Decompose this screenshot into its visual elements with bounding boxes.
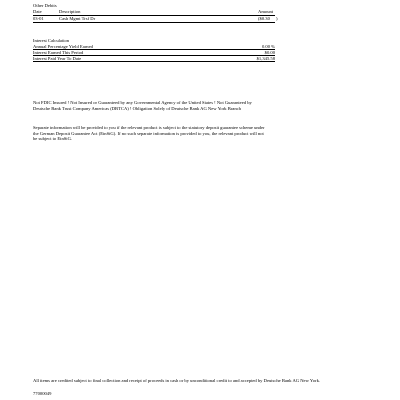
interest-earned-value: $0.00 bbox=[264, 49, 275, 55]
apy-value: 0.00 % bbox=[261, 43, 275, 49]
collection-footnote: All items are credited subject to final collection and receipt of proceeds in cash or by unconditional credit to and accepted by Deutsche Bank AG New York. bbox=[33, 378, 321, 383]
document-code: 77000049 bbox=[33, 391, 52, 396]
apy-label: Annual Percentage Yield Earned bbox=[33, 43, 93, 49]
debit-amount: ($0.30 bbox=[258, 15, 270, 21]
interest-title: Interest Calculation bbox=[33, 38, 70, 43]
row-divider bbox=[33, 22, 275, 23]
other-debits-title: Other Debits bbox=[33, 3, 57, 8]
deposit-guarantee-notice: Separate information will be provided to you if the relevant product is subject to the statutory deposit guarantee scheme under the German Deposit Guarantee Act (EinSiG). If no such separate information is provided to you, the relevant product will not be subject to EinSiG. bbox=[33, 125, 265, 142]
fdic-disclaimer: Not FDIC Insured ! Not Insured or Guaranteed by any Governmental Agency of the United States ! Not Guaranteed by Deutsche Bank Trust Company Americas (DBTCA) ! Obligation Solely of Deutsche Bank AG New York Branch bbox=[33, 100, 252, 111]
date-header: Date bbox=[33, 9, 42, 14]
interest-ytd-value: $1,345.58 bbox=[256, 55, 275, 61]
amount-header: Amount bbox=[258, 9, 274, 14]
row-divider bbox=[33, 61, 275, 62]
interest-earned-label: Interest Earned This Period bbox=[33, 49, 84, 55]
description-header: Description bbox=[59, 9, 81, 14]
debit-date: 03-01 bbox=[33, 15, 44, 21]
interest-ytd-label: Interest Paid Year To Date bbox=[33, 55, 82, 61]
debit-amount-suffix: ) bbox=[276, 15, 278, 21]
debit-description: Cash Mgmt Trsf Dr bbox=[59, 15, 96, 21]
